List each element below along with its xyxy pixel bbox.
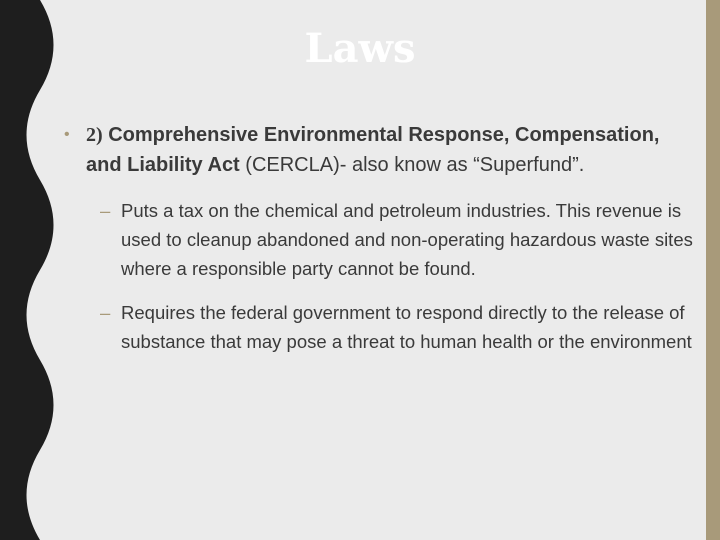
- act-description: (CERCLA)- also know as “Superfund”.: [239, 154, 585, 176]
- dash-icon: –: [100, 200, 111, 221]
- accent-side-bar: [706, 0, 720, 540]
- sub-bullet-text: Puts a tax on the chemical and petroleum industries. This revenue is used to cleanup abandoned and non-operating hazardous waste sites where a responsible party cannot be found.: [121, 200, 693, 279]
- sub-bullet-text: Requires the federal government to respond directly to the release of substance that may pose a threat to human health or the environment: [121, 302, 692, 352]
- act-name: Comprehensive Environmental Response, Compensation, and Liability Act: [86, 124, 660, 176]
- slide-title: Laws: [304, 25, 416, 72]
- sub-bullet-list: [64, 196, 700, 356]
- bullet-number: 2): [86, 124, 103, 146]
- sub-bullet-item: [100, 298, 700, 356]
- sub-bullet-item: [100, 196, 700, 283]
- wavy-left-border: [0, 0, 60, 540]
- bullet-dot-icon: •: [64, 126, 70, 143]
- slide-content: [64, 120, 700, 371]
- dash-icon: –: [100, 302, 111, 323]
- main-bullet: [64, 120, 700, 180]
